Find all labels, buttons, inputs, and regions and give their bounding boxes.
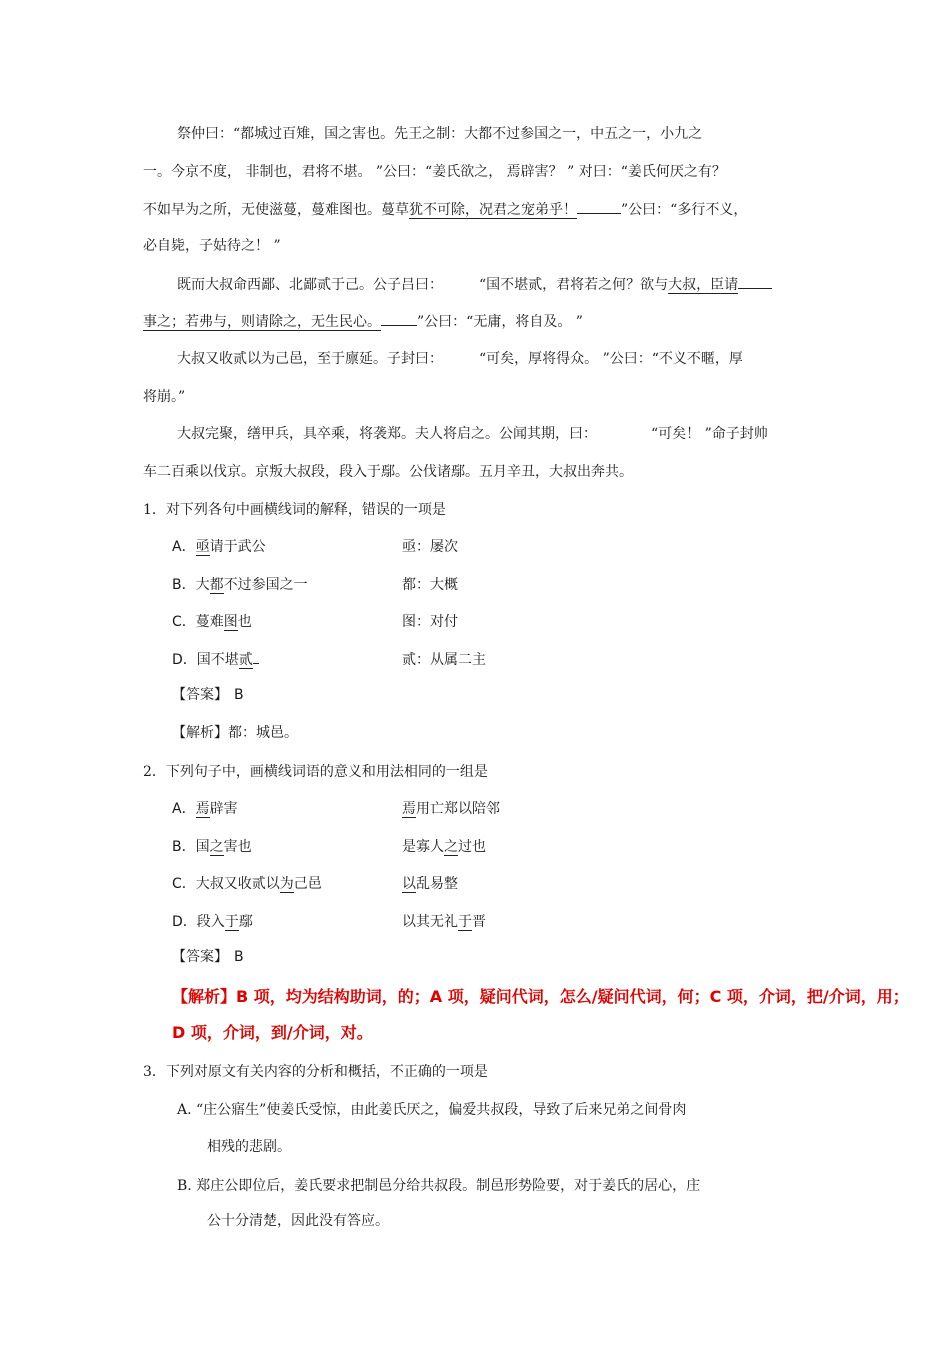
option-letter: A．	[172, 539, 196, 555]
question-stem: 3．下列对原文有关内容的分析和概括，不正确的一项是	[143, 1064, 488, 1080]
option-compare	[402, 874, 458, 894]
option-text: 大叔又收贰以	[195, 876, 280, 892]
option-text: 以其无礼	[402, 914, 458, 930]
underlined-word: 之	[444, 839, 458, 855]
option-text: 鄢	[238, 914, 253, 930]
option-text: 不过参国之一	[223, 577, 308, 593]
option-text: 段入	[196, 914, 225, 930]
option-text: 国不堪	[196, 652, 239, 668]
option-text: 国	[195, 839, 210, 855]
passage-text: 大叔完聚，缮甲兵，具卒乘，将袭郑。夫人将启之。公闻其期，曰：	[177, 426, 597, 442]
underlined-word: 为	[279, 876, 294, 892]
underlined-word: 贰	[238, 652, 253, 668]
analysis-red-line: 【解析】B 项，均为结构助词，的；A 项，疑问代词，怎么/疑问代词，何；C 项，介词，把/介词，用；	[172, 987, 909, 1006]
option-text: 晋	[472, 914, 486, 930]
option-letter: A．	[172, 801, 196, 817]
option-gloss: 都：大概	[402, 577, 458, 593]
option-text: 用亡郑以陪邻	[416, 801, 500, 817]
option-text: 大	[195, 577, 210, 593]
option-text: 请于武公	[209, 539, 266, 555]
option-letter: C．	[172, 876, 196, 892]
answer-line	[172, 685, 244, 705]
option-letter: D．	[172, 652, 197, 668]
passage-line: 车二百乘以伐京。京叛大叔段，段入于鄢。公伐诸鄢。五月辛丑，大叔出奔共。	[143, 464, 633, 480]
underlined-word: 于	[458, 914, 472, 930]
underlined-word: 以	[402, 876, 416, 892]
analysis-red-line: D 项，介词，到/介词，对。	[172, 1023, 373, 1042]
passage-text: “国不堪贰，君将若之何？欲与	[479, 277, 669, 293]
passage-text: “可矣！ ”命子封帅	[651, 426, 768, 442]
option-row	[172, 612, 252, 632]
option-text: 是寡人	[402, 839, 444, 855]
analysis-line: 【解析】都：城邑。	[172, 725, 298, 741]
underlined-text: 犹不可除，况君之宠弟乎！	[409, 202, 577, 218]
passage-line: 必自毙，子姑待之！ ”	[143, 238, 281, 254]
option-line: 相残的悲剧。	[207, 1139, 291, 1155]
option-row	[172, 912, 253, 932]
option-row	[172, 874, 322, 894]
option-row	[172, 537, 266, 557]
passage-text: 大叔又收贰以为己邑，至于廪延。子封曰：	[177, 351, 443, 367]
option-text: 己邑	[293, 876, 322, 892]
underlined-word: 于	[224, 914, 239, 930]
option-row	[172, 575, 308, 595]
option-letter: D．	[172, 914, 197, 930]
passage-line	[177, 349, 743, 369]
passage-line: 一。今京不度， 非制也，君将不堪。 ”公曰：“姜氏欲之， 焉辟害？ ” 对曰：“姜氏何厌之有？	[143, 164, 726, 180]
passage-text: 既而大叔命西鄙、北鄙贰于己。公子吕曰：	[177, 277, 443, 293]
passage-text: ”公曰：“多行不义，	[621, 202, 748, 218]
underlined-word: 亟	[195, 539, 210, 555]
passage-line: 祭仲曰：“都城过百雉，国之害也。先王之制：大都不过参国之一，中五之一，小九之	[177, 126, 703, 142]
passage-line	[177, 275, 772, 295]
passage-line: 将崩。”	[143, 389, 186, 405]
underlined-text: 大叔，臣请	[668, 277, 739, 293]
passage-line	[177, 424, 768, 444]
option-row	[172, 799, 238, 819]
underlined-text: 事之；若弗与，则请除之，无生民心。	[143, 314, 381, 330]
underlined-word: 之	[209, 839, 224, 855]
question-stem: 2．下列句子中，画横线词语的意义和用法相同的一组是	[143, 764, 488, 780]
underline-gap	[738, 288, 772, 289]
answer-label: 【答案】	[172, 949, 228, 965]
answer-line	[172, 947, 244, 967]
passage-text: “可矣，厚将得众。 ”公曰：“不义不暱，厚	[479, 351, 743, 367]
passage-text: ”公曰：“无庸，将自及。 ”	[417, 314, 583, 330]
underlined-word: 焉	[195, 801, 210, 817]
option-letter: C．	[172, 614, 196, 630]
underline-gap	[253, 663, 259, 664]
underlined-word: 焉	[402, 801, 416, 817]
passage-line	[143, 200, 747, 220]
option-gloss: 图：对付	[402, 614, 458, 630]
underline-gap	[577, 213, 621, 214]
option-text: 害也	[223, 839, 252, 855]
option-gloss: 亟：屡次	[402, 539, 458, 555]
answer-label: 【答案】	[172, 687, 228, 703]
option-text: 乱易整	[416, 876, 458, 892]
option-letter: B．	[172, 577, 196, 593]
option-line: A. “庄公寤生”使姜氏受惊，由此姜氏厌之，偏爱共叔段，导致了后来兄弟之间骨肉	[177, 1102, 687, 1118]
option-line: B. 郑庄公即位后，姜氏要求把制邑分给共叔段。制邑形势险要，对于姜氏的居心，庄	[177, 1178, 701, 1194]
passage-line	[143, 312, 583, 332]
option-row	[172, 837, 252, 857]
option-text: 辟害	[209, 801, 238, 817]
option-compare	[402, 799, 500, 819]
answer-value: B	[234, 949, 244, 965]
option-text: 也	[237, 614, 252, 630]
option-text: 蔓难	[195, 614, 224, 630]
passage-text: 不如早为之所，无使滋蔓，蔓难图也。蔓草	[143, 202, 409, 218]
option-compare	[402, 912, 486, 932]
option-line: 公十分清楚，因此没有答应。	[207, 1213, 389, 1229]
option-letter: B．	[172, 839, 196, 855]
option-text: 过也	[458, 839, 486, 855]
option-row	[172, 650, 259, 670]
underlined-word: 都	[209, 577, 224, 593]
answer-value: B	[234, 687, 244, 703]
question-stem: 1．对下列各句中画横线词的解释，错误的一项是	[143, 502, 446, 518]
underlined-word: 图	[223, 614, 238, 630]
option-compare	[402, 837, 486, 857]
underline-gap	[381, 325, 417, 326]
option-gloss: 贰：从属二主	[402, 652, 486, 668]
